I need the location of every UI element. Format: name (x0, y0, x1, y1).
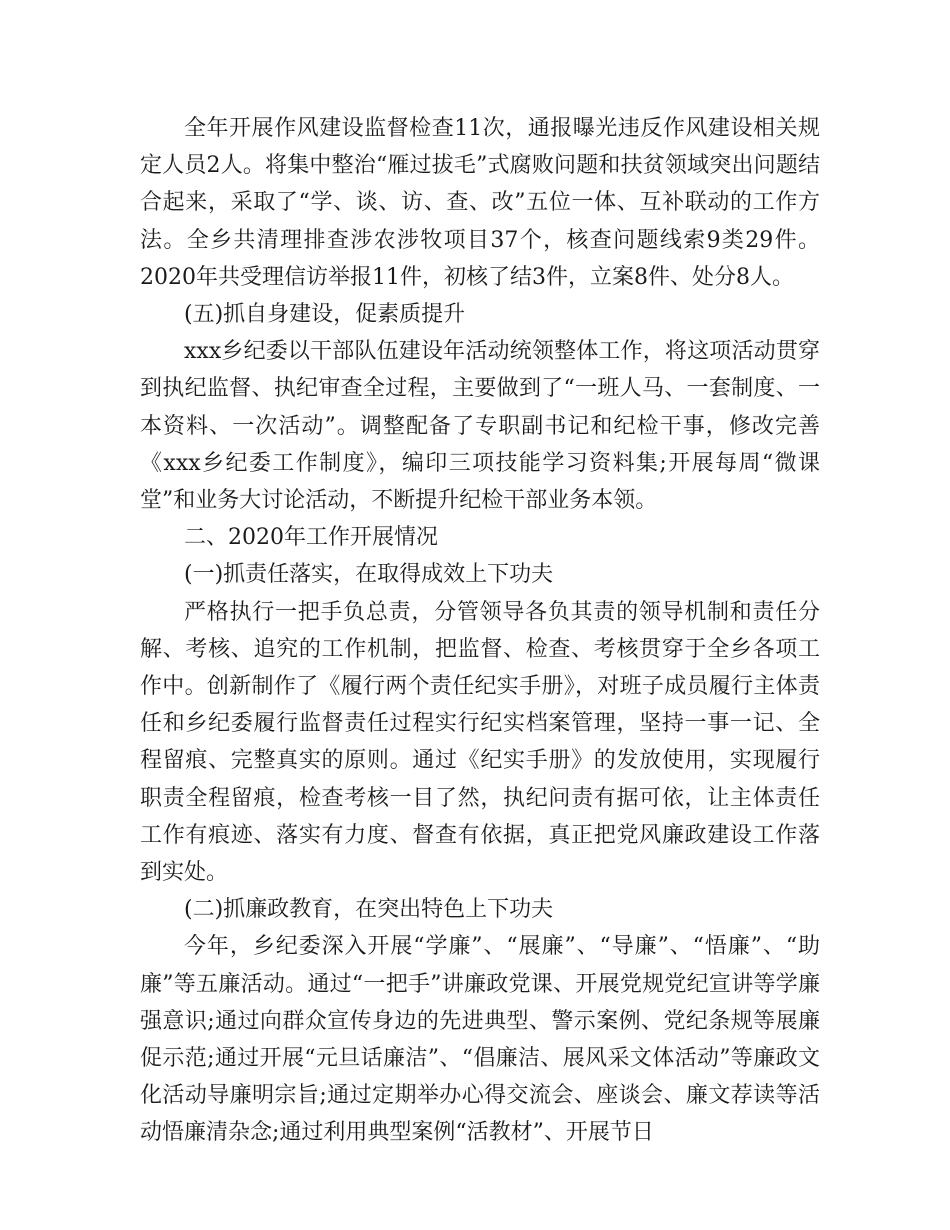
section-heading-responsibility: (一)抓责任落实，在取得成效上下功夫 (184, 562, 554, 588)
paragraph-cadre-team-building: xxx乡纪委以干部队伍建设年活动统领整体工作，将这项活动贯穿到执纪监督、执纪审查全过程，主要做到了“一班人马、一套制度、一本资料、一次活动”。调整配备了专职副书记和纪检干事，修改完善《xxx乡纪委工作制度》，编印三项技能学习资料集;开展每周“微课堂”和业务大讨论活动，不断提升纪检干部业务本领。 (140, 339, 820, 514)
section-heading-self-building: (五)抓自身建设，促素质提升 (184, 302, 466, 328)
paragraph-work-style-inspection: 全年开展作风建设监督检查11次，通报曝光违反作风建设相关规定人员2人。将集中整治“雁过拔毛”式腐败问题和扶贫领域突出问题结合起来，采取了“学、谈、访、查、改”五位一体、互补联动的工作方法。全乡共清理排查涉农涉牧项目37个，核查问题线索9类29件。2020年共受理信访举报11件，初核了结3件，立案8件、处分8人。 (140, 116, 820, 290)
chapter-heading-2020-work: 二、2020年工作开展情况 (184, 525, 438, 551)
paragraph-responsibility-mechanism: 严格执行一把手负总责，分管领导各负其责的领导机制和责任分解、考核、追究的工作机制，把监督、检查、考核贯穿于全乡各项工作中。创新制作了《履行两个责任纪实手册》，对班子成员履行主体责任和乡纪委履行监督责任过程实行纪实档案管理，坚持一事一记、全程留痕、完整真实的原则。通过《纪实手册》的发放使用，实现履行职责全程留痕，检查考核一目了然，执纪问责有据可依，让主体责任工作有痕迹、落实有力度、督查有依据，真正把党风廉政建设工作落到实处。 (140, 599, 820, 886)
paragraph-five-integrity-activities: 今年，乡纪委深入开展“学廉”、“展廉”、“导廉”、“悟廉”、“助廉”等五廉活动。通过“一把手”讲廉政党课、开展党规党纪宣讲等学廉强意识;通过向群众宣传身边的先进典型、警示案例、党纪条规等展廉促示范;通过开展“元旦话廉洁”、“倡廉洁、展风采文体活动”等廉政文化活动导廉明宗旨;通过定期举办心得交流会、座谈会、廉文荐读等活动悟廉清杂念;通过利用典型案例“活教材”、开展节日 (140, 934, 820, 1146)
section-heading-integrity-education: (二)抓廉政教育，在突出特色上下功夫 (184, 897, 554, 923)
document-body (140, 110, 820, 1152)
